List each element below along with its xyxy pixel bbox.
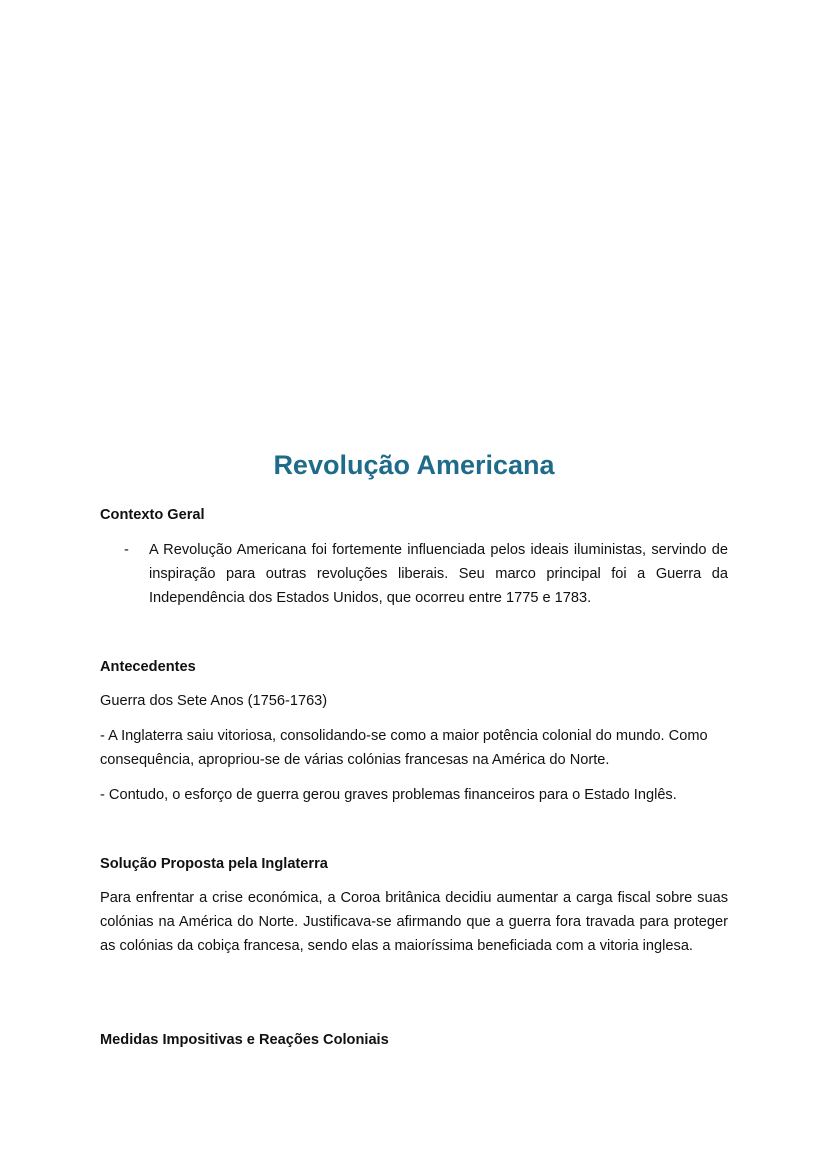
paragraph-solucao	[100, 886, 728, 958]
section-contexto	[100, 503, 728, 527]
section-antecedentes	[100, 655, 728, 679]
bullet-list-item	[124, 538, 728, 610]
section-solucao	[100, 852, 728, 876]
paragraph-antecedentes-1	[100, 724, 728, 772]
section-heading-solucao: Solução Proposta pela Inglaterra	[100, 856, 328, 872]
subheading-guerra-sete-anos	[100, 689, 728, 713]
paragraph-text: Para enfrentar a crise económica, a Coroa britânica decidiu aumentar a carga fiscal sobre suas colónias na América do Norte. Justificava-se afirmando que a guerra fora travada para proteger as colónias da cobiça francesa, sendo elas a maioríssima beneficiada com a vitoria inglesa.	[100, 890, 728, 954]
bullet-text: A Revolução Americana foi fortemente influenciada pelos ideais iluministas, servindo de inspiração para outras revoluções liberais. Seu marco principal foi a Guerra da Independência dos Estados Unidos, que ocorreu entre 1775 e 1783.	[149, 542, 728, 606]
paragraph-text: - Contudo, o esforço de guerra gerou graves problemas financeiros para o Estado Inglês.	[100, 787, 677, 803]
section-heading-medidas: Medidas Impositivas e Reações Coloniais	[100, 1032, 389, 1048]
document-title: Revolução Americana	[273, 450, 555, 480]
bullet-marker: -	[124, 542, 129, 558]
paragraph-antecedentes-2	[100, 783, 728, 807]
paragraph-text: - A Inglaterra saiu vitoriosa, consolidando-se como a maior potência colonial do mundo. Como consequência, apropriou-se de várias colónias francesas na América do Norte.	[100, 728, 708, 768]
section-heading-antecedentes: Antecedentes	[100, 659, 196, 675]
section-heading-contexto: Contexto Geral	[100, 507, 205, 523]
section-medidas	[100, 1028, 728, 1052]
subheading-text: Guerra dos Sete Anos (1756-1763)	[100, 693, 328, 709]
